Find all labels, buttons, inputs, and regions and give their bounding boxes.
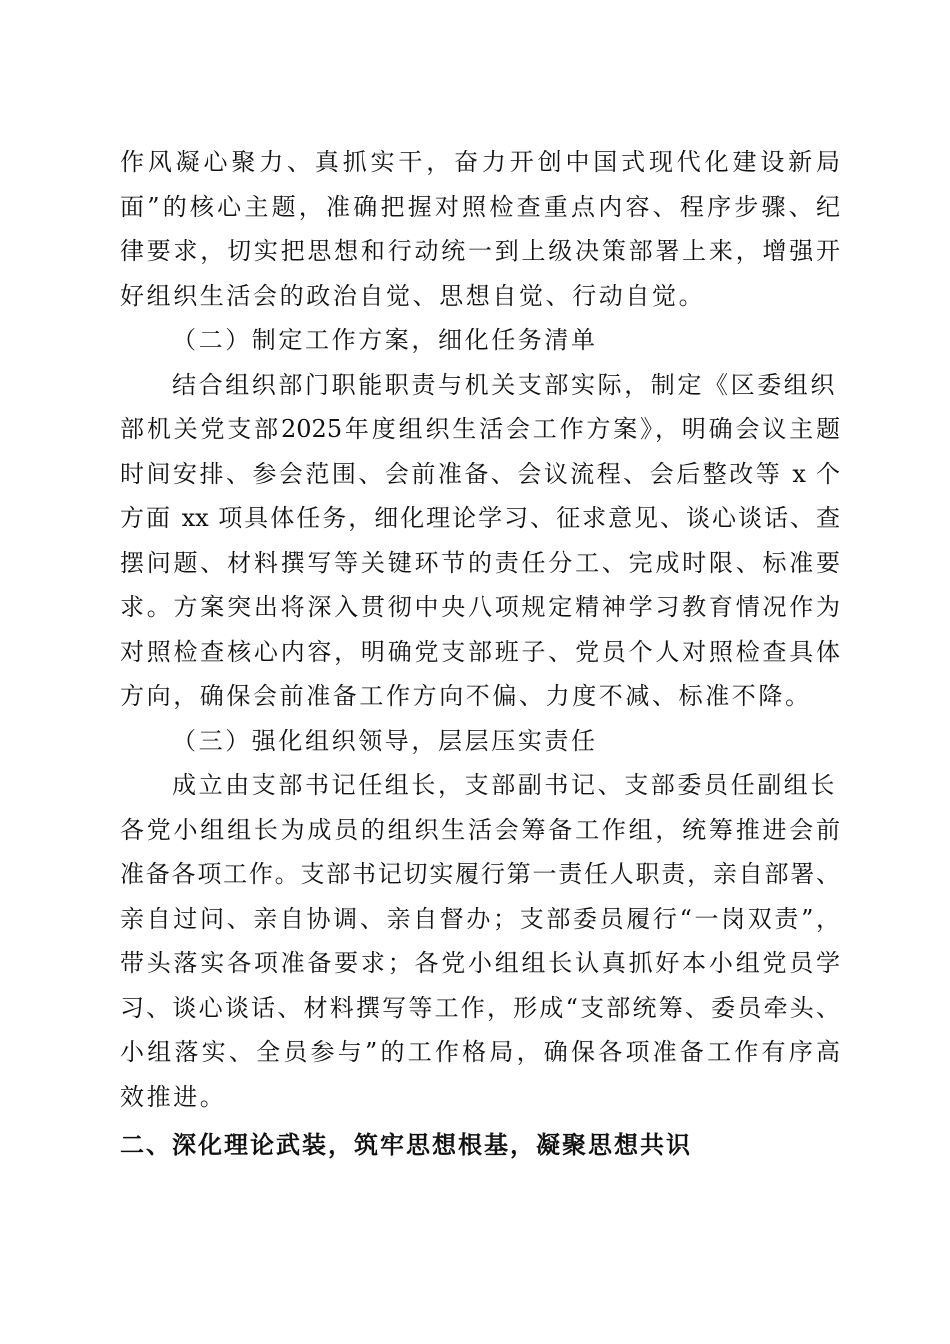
paragraph-3	[120, 763, 840, 1119]
paragraph-line: 作风凝心聚力、真抓实干，奋力开创中国式现代化建设新局	[120, 148, 840, 176]
paragraph-line: 方面 xx 项具体任务，细化理论学习、征求意见、谈心谈话、查	[120, 504, 840, 532]
paragraph-line: 时间安排、参会范围、会前准备、会议流程、会后整改等 x 个	[120, 459, 840, 488]
paragraph-line: 好组织生活会的政治自觉、思想自觉、行动自觉。	[120, 281, 706, 310]
paragraph-1	[120, 140, 840, 318]
paragraph-line: 结合组织部门职能职责与机关支部实际，制定《区委组织	[172, 370, 837, 399]
document-body	[120, 140, 840, 1168]
paragraph-line: 各党小组组长为成员的组织生活会筹备工作组，统筹推进会前	[120, 815, 840, 844]
paragraph-line: 部机关党支部2025年度组织生活会工作方案》，明确会议主题	[120, 415, 840, 443]
section-heading-2: 二、深化理论武装，筑牢思想根基，凝聚思想共识	[120, 1131, 692, 1159]
paragraph-line: 效推进。	[120, 1082, 227, 1111]
paragraph-line: 方向，确保会前准备工作方向不偏、力度不减、标准不降。	[120, 682, 812, 710]
paragraph-line: 摆问题、材料撰写等关键环节的责任分工、完成时限、标准要	[120, 548, 840, 577]
paragraph-line: 成立由支部书记任组长，支部副书记、支部委员任副组长	[172, 771, 837, 799]
paragraph-line: 求。方案突出将深入贯彻中央八项规定精神学习教育情况作为	[120, 593, 840, 621]
paragraph-line: 对照检查核心内容，明确党支部班子、党员个人对照检查具体	[120, 637, 840, 666]
paragraph-line: 习、谈心谈话、材料撰写等工作，形成“支部统筹、委员牵头、	[120, 993, 840, 1022]
subheading-3: （三）强化组织领导，层层压实责任	[172, 726, 598, 755]
paragraph-line: 面”的核心主题，准确把握对照检查重点内容、程序步骤、纪	[120, 192, 840, 221]
paragraph-line: 小组落实、全员参与”的工作格局，确保各项准备工作有序高	[120, 1038, 840, 1066]
paragraph-line: 带头落实各项准备要求；各党小组组长认真抓好本小组党员学	[120, 949, 840, 977]
paragraph-line: 准备各项工作。支部书记切实履行第一责任人职责，亲自部署、	[120, 860, 840, 888]
paragraph-2	[120, 363, 840, 719]
subheading-2: （二）制定工作方案，细化任务清单	[172, 326, 598, 354]
paragraph-line: 律要求，切实把思想和行动统一到上级决策部署上来，增强开	[120, 237, 840, 265]
paragraph-line: 亲自过问、亲自协调、亲自督办；支部委员履行“一岗双责”，	[120, 904, 840, 933]
